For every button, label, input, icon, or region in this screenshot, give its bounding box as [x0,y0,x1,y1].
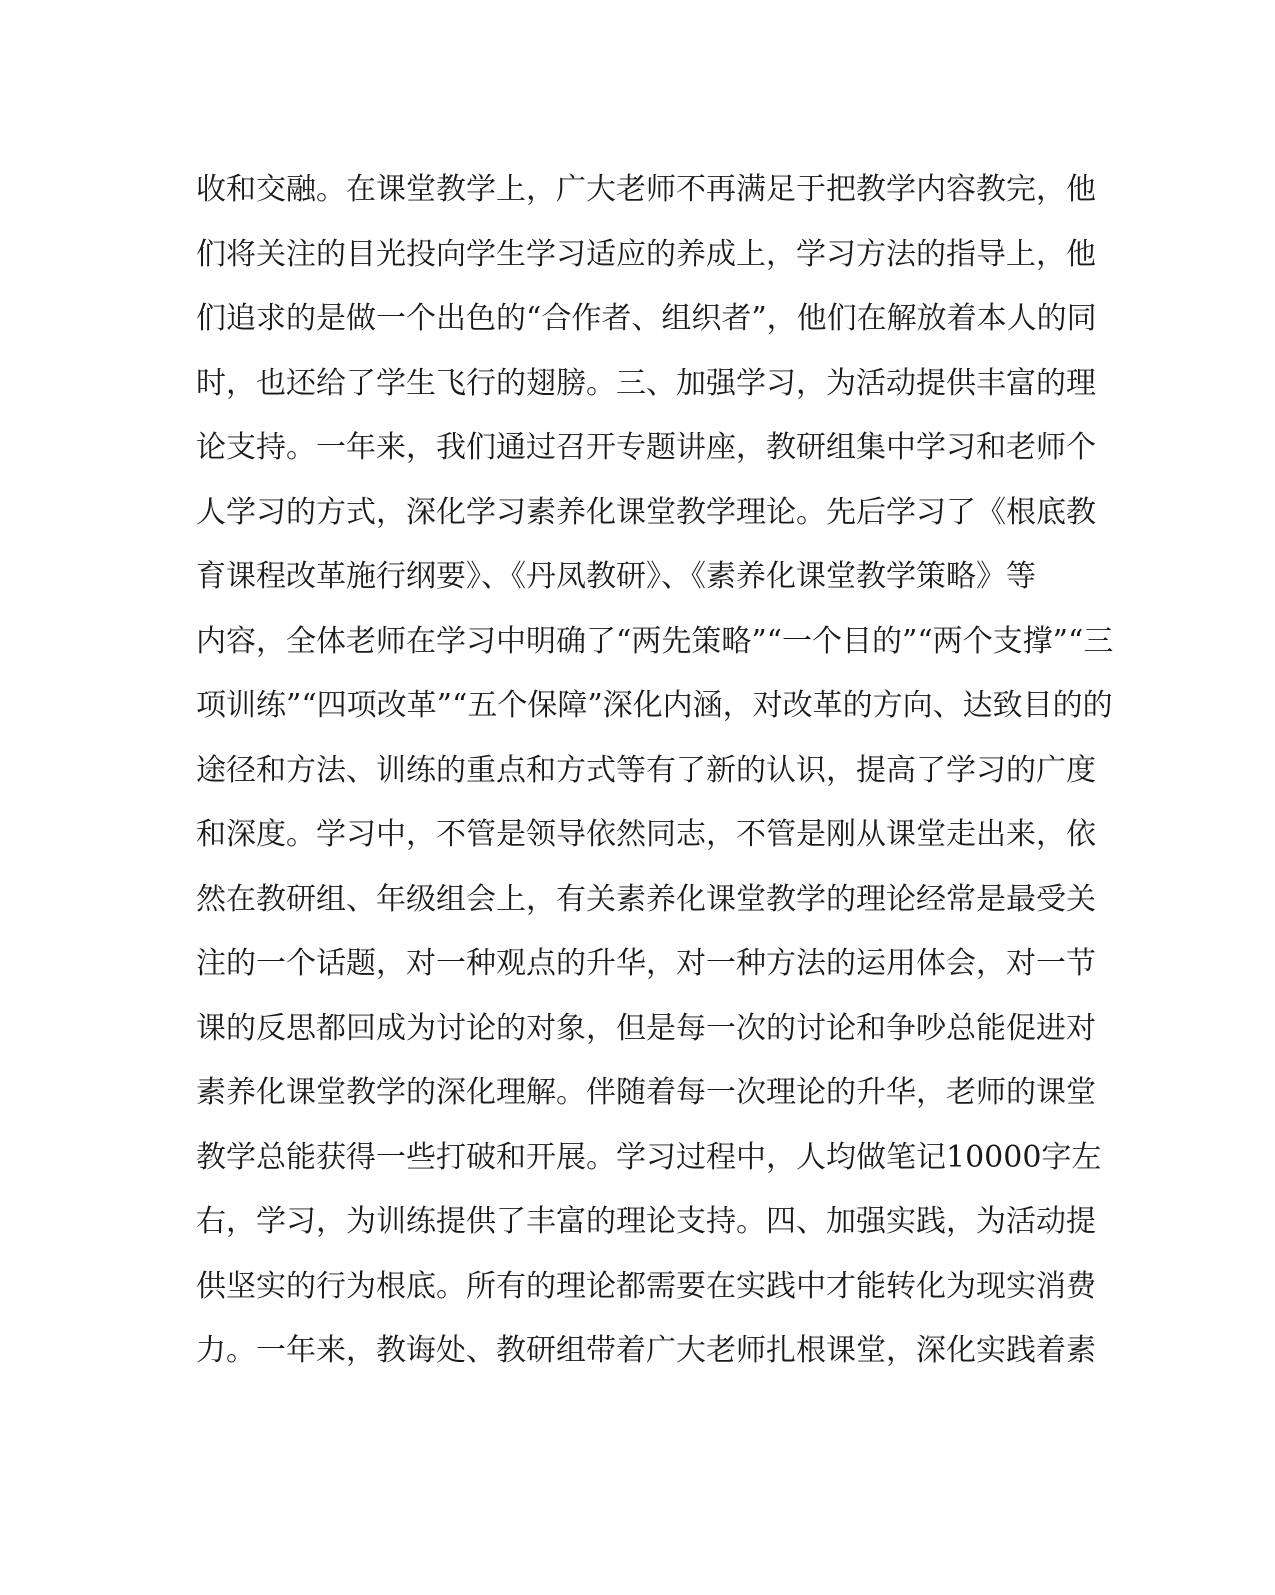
text-line: 然在教研组、年级组会上，有关素养化课堂教学的理论经常是最受关 [196,881,1096,917]
text-line: 收和交融。在课堂教学上，广大老师不再满足于把教学内容教完，他 [196,172,1096,207]
text-line: 和深度。学习中，不管是领导依然同志，不管是刚从课堂走出来，依 [196,817,1096,852]
text-line: 育课程改革施行纲要》、《丹凤教研》、《素养化课堂教学策略》等 [196,559,1036,594]
text-line: 们追求的是做一个出色的“合作者、组织者”，他们在解放着本人的同 [196,301,1097,336]
text-line: 项训练”“四项改革”“五个保障”深化内涵，对改革的方向、达致目的的 [196,688,1113,723]
text-line: 素养化课堂教学的深化理解。伴随着每一次理论的升华，老师的课堂 [196,1075,1096,1110]
text-line: 们将关注的目光投向学生学习适应的养成上，学习方法的指导上，他 [196,236,1096,272]
text-line: 人学习的方式，深化学习素养化课堂教学理论。先后学习了《根底教 [196,494,1096,530]
text-line: 右，学习，为训练提供了丰富的理论支持。四、加强实践，为活动提 [196,1204,1096,1239]
text-line: 时，也还给了学生飞行的翅膀。三、加强学习，为活动提供丰富的理 [196,365,1096,401]
text-line: 供坚实的行为根底。所有的理论都需要在实践中才能转化为现实消费 [196,1268,1096,1304]
text-line: 内容，全体老师在学习中明确了“两先策略”“一个目的”“两个支撑”“三 [196,623,1114,659]
text-line: 注的一个话题，对一种观点的升华，对一种方法的运用体会，对一节 [196,946,1096,981]
text-line: 教学总能获得一些打破和开展。学习过程中，人均做笔记10000字左 [196,1139,1102,1175]
text-line: 论支持。一年来，我们通过召开专题讲座，教研组集中学习和老师个 [196,430,1096,465]
text-line: 途径和方法、训练的重点和方式等有了新的认识，提高了学习的广度 [196,752,1096,788]
text-line: 力。一年来，教诲处、教研组带着广大老师扎根课堂，深化实践着素 [196,1333,1096,1368]
body-text [196,158,1114,1384]
text-line: 课的反思都回成为讨论的对象，但是每一次的讨论和争吵总能促进对 [196,1010,1096,1046]
